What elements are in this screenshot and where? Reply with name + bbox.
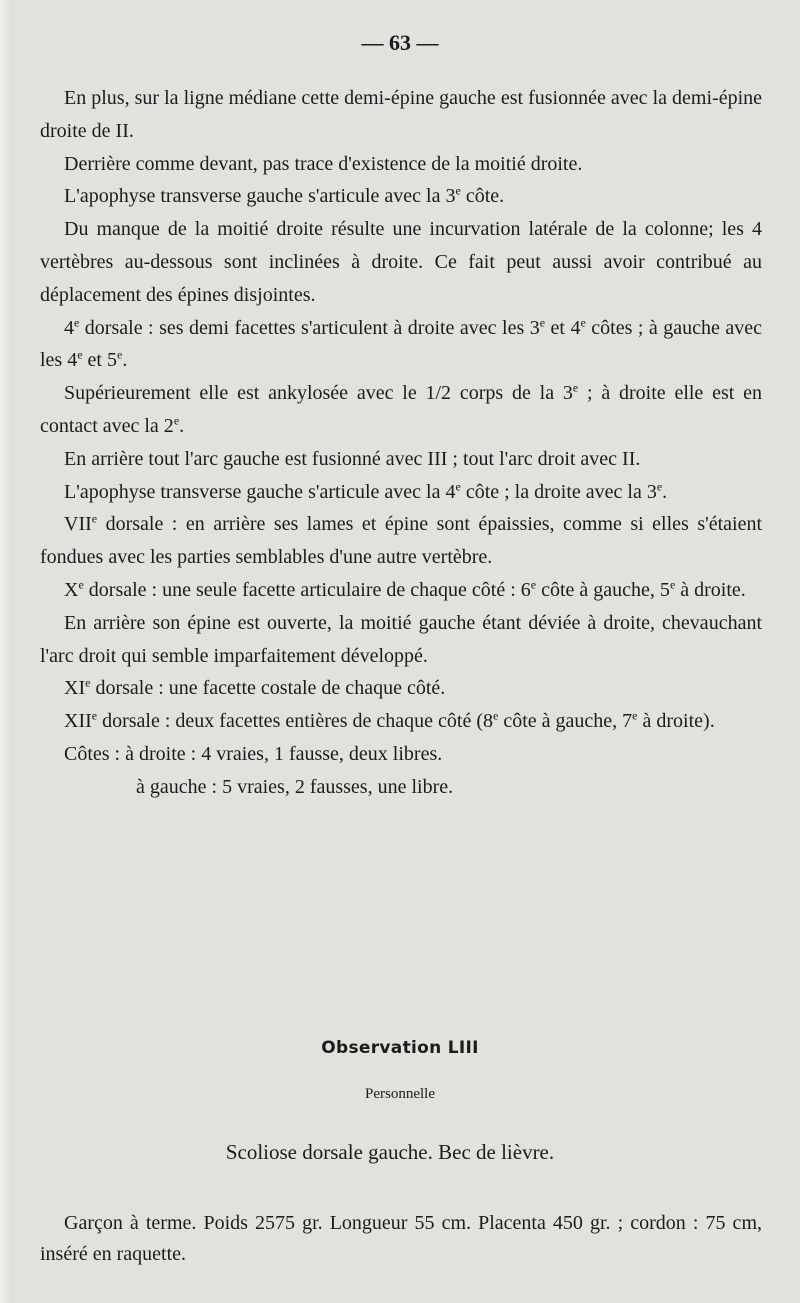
text-run: dorsale : ses demi facettes s'articulent à droite avec les 3 <box>79 316 540 339</box>
paragraph <box>40 574 762 607</box>
text-run: côte ; la droite avec la 3 <box>460 480 657 503</box>
superscript: e <box>669 577 676 592</box>
paragraph <box>40 607 762 673</box>
paragraph <box>40 180 762 213</box>
paragraph <box>40 148 762 181</box>
text-run: . <box>179 414 185 437</box>
superscript: e <box>455 478 461 493</box>
text-run: côte à gauche, 7 <box>498 710 633 733</box>
text-run: En arrière son épine est ouverte, la moitié gauche étant déviée à droite, chevauchant l'arc droit qui semble imparfaitement développé. <box>40 611 762 667</box>
text-run: Derrière comme devant, pas trace d'existence de la moitié droite. <box>64 152 583 175</box>
superscript: e <box>530 577 537 592</box>
text-run: En plus, sur la ligne médiane cette demi-épine gauche est fusionnée avec la demi-épine droite de II. <box>40 87 762 142</box>
text-run: dorsale : une facette costale de chaque côté. <box>90 677 446 700</box>
paragraph <box>40 476 762 509</box>
text-run: côtes ; à gauche avec les 4 <box>40 316 762 372</box>
superscript: e <box>116 347 123 362</box>
superscript: e <box>77 347 83 362</box>
superscript: e <box>173 413 180 428</box>
observation-text: Garçon à terme. Poids 2575 gr. Longueur 55 cm. Placenta 450 gr. ; cordon : 75 cm, inséré en raquette. <box>40 1212 762 1265</box>
observation-text-block <box>40 1208 762 1270</box>
text-run: X <box>64 578 79 601</box>
superscript: e <box>632 708 638 723</box>
ribs-line-right: Côtes : à droite : 4 vraies, 1 fausse, deux libres. <box>64 742 443 765</box>
superscript: e <box>78 577 84 592</box>
superscript: e <box>493 708 499 723</box>
text-run: dorsale : en arrière ses lames et épine sont épaissies, comme si elles s'étaient fondues avec les parties semblables d'une autre vertèbre. <box>40 513 762 569</box>
text-run: et 5 <box>82 349 117 372</box>
text-run: 4 <box>64 316 74 339</box>
superscript: e <box>74 314 80 329</box>
text-run: côte à gauche, 5 <box>536 578 670 601</box>
body-text <box>40 82 762 804</box>
text-run: dorsale : deux facettes entières de chaque côté (8 <box>97 710 494 733</box>
paragraph <box>40 672 762 705</box>
text-run: L'apophyse transverse gauche s'articule avec la 4 <box>64 480 456 503</box>
text-run: à droite. <box>675 578 746 601</box>
paragraph <box>40 82 762 148</box>
text-run: ; à droite elle est en contact avec la 2 <box>40 382 762 437</box>
page-number: — 63 — <box>361 30 439 55</box>
text-run: XII <box>64 710 92 733</box>
paragraph <box>40 213 762 311</box>
page-edge <box>0 0 14 1303</box>
paragraph <box>40 705 762 738</box>
ribs-line-left: à gauche : 5 vraies, 2 fausses, une libre. <box>136 775 454 798</box>
paragraph <box>40 443 762 476</box>
paragraph <box>40 377 762 443</box>
text-run: Du manque de la moitié droite résulte une incurvation latérale de la colonne; les 4 vertèbres au-dessous sont inclinées à droite. Ce fait peut aussi avoir contribué au déplacement des épines disjointes. <box>40 218 762 306</box>
text-run: . <box>662 480 668 503</box>
text-run: . <box>122 349 128 372</box>
superscript: e <box>572 380 579 395</box>
superscript: e <box>91 708 98 723</box>
text-run: Supérieurement elle est ankylosée avec le 1/2 corps de la 3 <box>64 382 573 405</box>
observation-heading: Scoliose dorsale gauche. Bec de lièvre. <box>225 1140 555 1164</box>
observation-subtitle: Personnelle <box>365 1086 435 1102</box>
text-run: En arrière tout l'arc gauche est fusionné avec III ; tout l'arc droit avec II. <box>64 447 641 470</box>
text-run: et 4 <box>545 316 581 339</box>
paragraph <box>40 312 762 378</box>
superscript: e <box>539 314 546 329</box>
superscript: e <box>91 511 98 526</box>
text-run: L'apophyse transverse gauche s'articule avec la 3 <box>64 185 456 208</box>
superscript: e <box>656 478 663 493</box>
text-run: dorsale : une seule facette articulaire de chaque côté : 6 <box>83 578 531 601</box>
text-run: à droite). <box>637 710 715 733</box>
observation-title: Observation LIII <box>321 1038 479 1058</box>
text-run: VII <box>64 513 92 536</box>
text-run: XI <box>64 677 86 700</box>
superscript: e <box>455 183 461 198</box>
paragraph <box>40 508 762 574</box>
superscript: e <box>580 314 586 329</box>
superscript: e <box>85 675 91 690</box>
text-run: côte. <box>460 185 505 208</box>
